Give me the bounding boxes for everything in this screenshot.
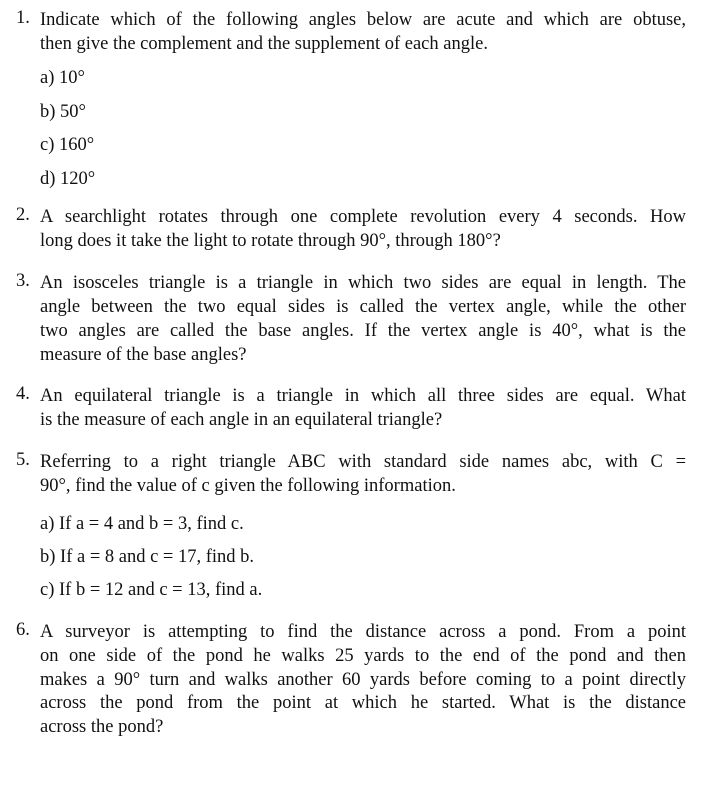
sub-item: b) If a = 8 and c = 17, find b. <box>40 547 255 567</box>
problem-line: across the pond from the point at which he started. What is the distance <box>40 693 686 713</box>
problem-line: An equilateral triangle is a triangle in which all three sides are equal. What <box>40 386 686 406</box>
sub-item: b) 50° <box>40 102 86 122</box>
problem-line: makes a 90° turn and walks another 60 yards before coming to a point directly <box>40 670 686 690</box>
problem-line: A surveyor is attempting to find the distance across a pond. From a point <box>40 622 686 642</box>
problem-number: 1. <box>16 8 30 28</box>
problem-line: then give the complement and the supplement of each angle. <box>40 34 488 54</box>
problem-line: 90°, find the value of c given the following information. <box>40 476 456 496</box>
problem-number: 6. <box>16 620 30 640</box>
problem-number: 4. <box>16 384 30 404</box>
problem-line: Indicate which of the following angles below are acute and which are obtuse, <box>40 10 686 30</box>
problem-line: on one side of the pond he walks 25 yards to the end of the pond and then <box>40 646 686 666</box>
problem-line: two angles are called the base angles. If the vertex angle is 40°, what is the <box>40 321 686 341</box>
problem-line: long does it take the light to rotate through 90°, through 180°? <box>40 231 501 251</box>
problem-number: 3. <box>16 271 30 291</box>
problem-line: is the measure of each angle in an equilateral triangle? <box>40 410 443 430</box>
problem-line: measure of the base angles? <box>40 345 247 365</box>
sub-item: a) 10° <box>40 68 85 88</box>
problem-line: An isosceles triangle is a triangle in which two sides are equal in length. The <box>40 273 686 293</box>
problem-line: Referring to a right triangle ABC with standard side names abc, with C = <box>40 452 686 472</box>
sub-item: c) 160° <box>40 135 95 155</box>
problem-number: 2. <box>16 205 30 225</box>
sub-item: a) If a = 4 and b = 3, find c. <box>40 514 244 534</box>
sub-item: d) 120° <box>40 169 96 189</box>
sub-item: c) If b = 12 and c = 13, find a. <box>40 580 263 600</box>
problem-line: across the pond? <box>40 717 164 737</box>
problem-line: A searchlight rotates through one complete revolution every 4 seconds. How <box>40 207 686 227</box>
problem-number: 5. <box>16 450 30 470</box>
problem-line: angle between the two equal sides is called the vertex angle, while the other <box>40 297 686 317</box>
